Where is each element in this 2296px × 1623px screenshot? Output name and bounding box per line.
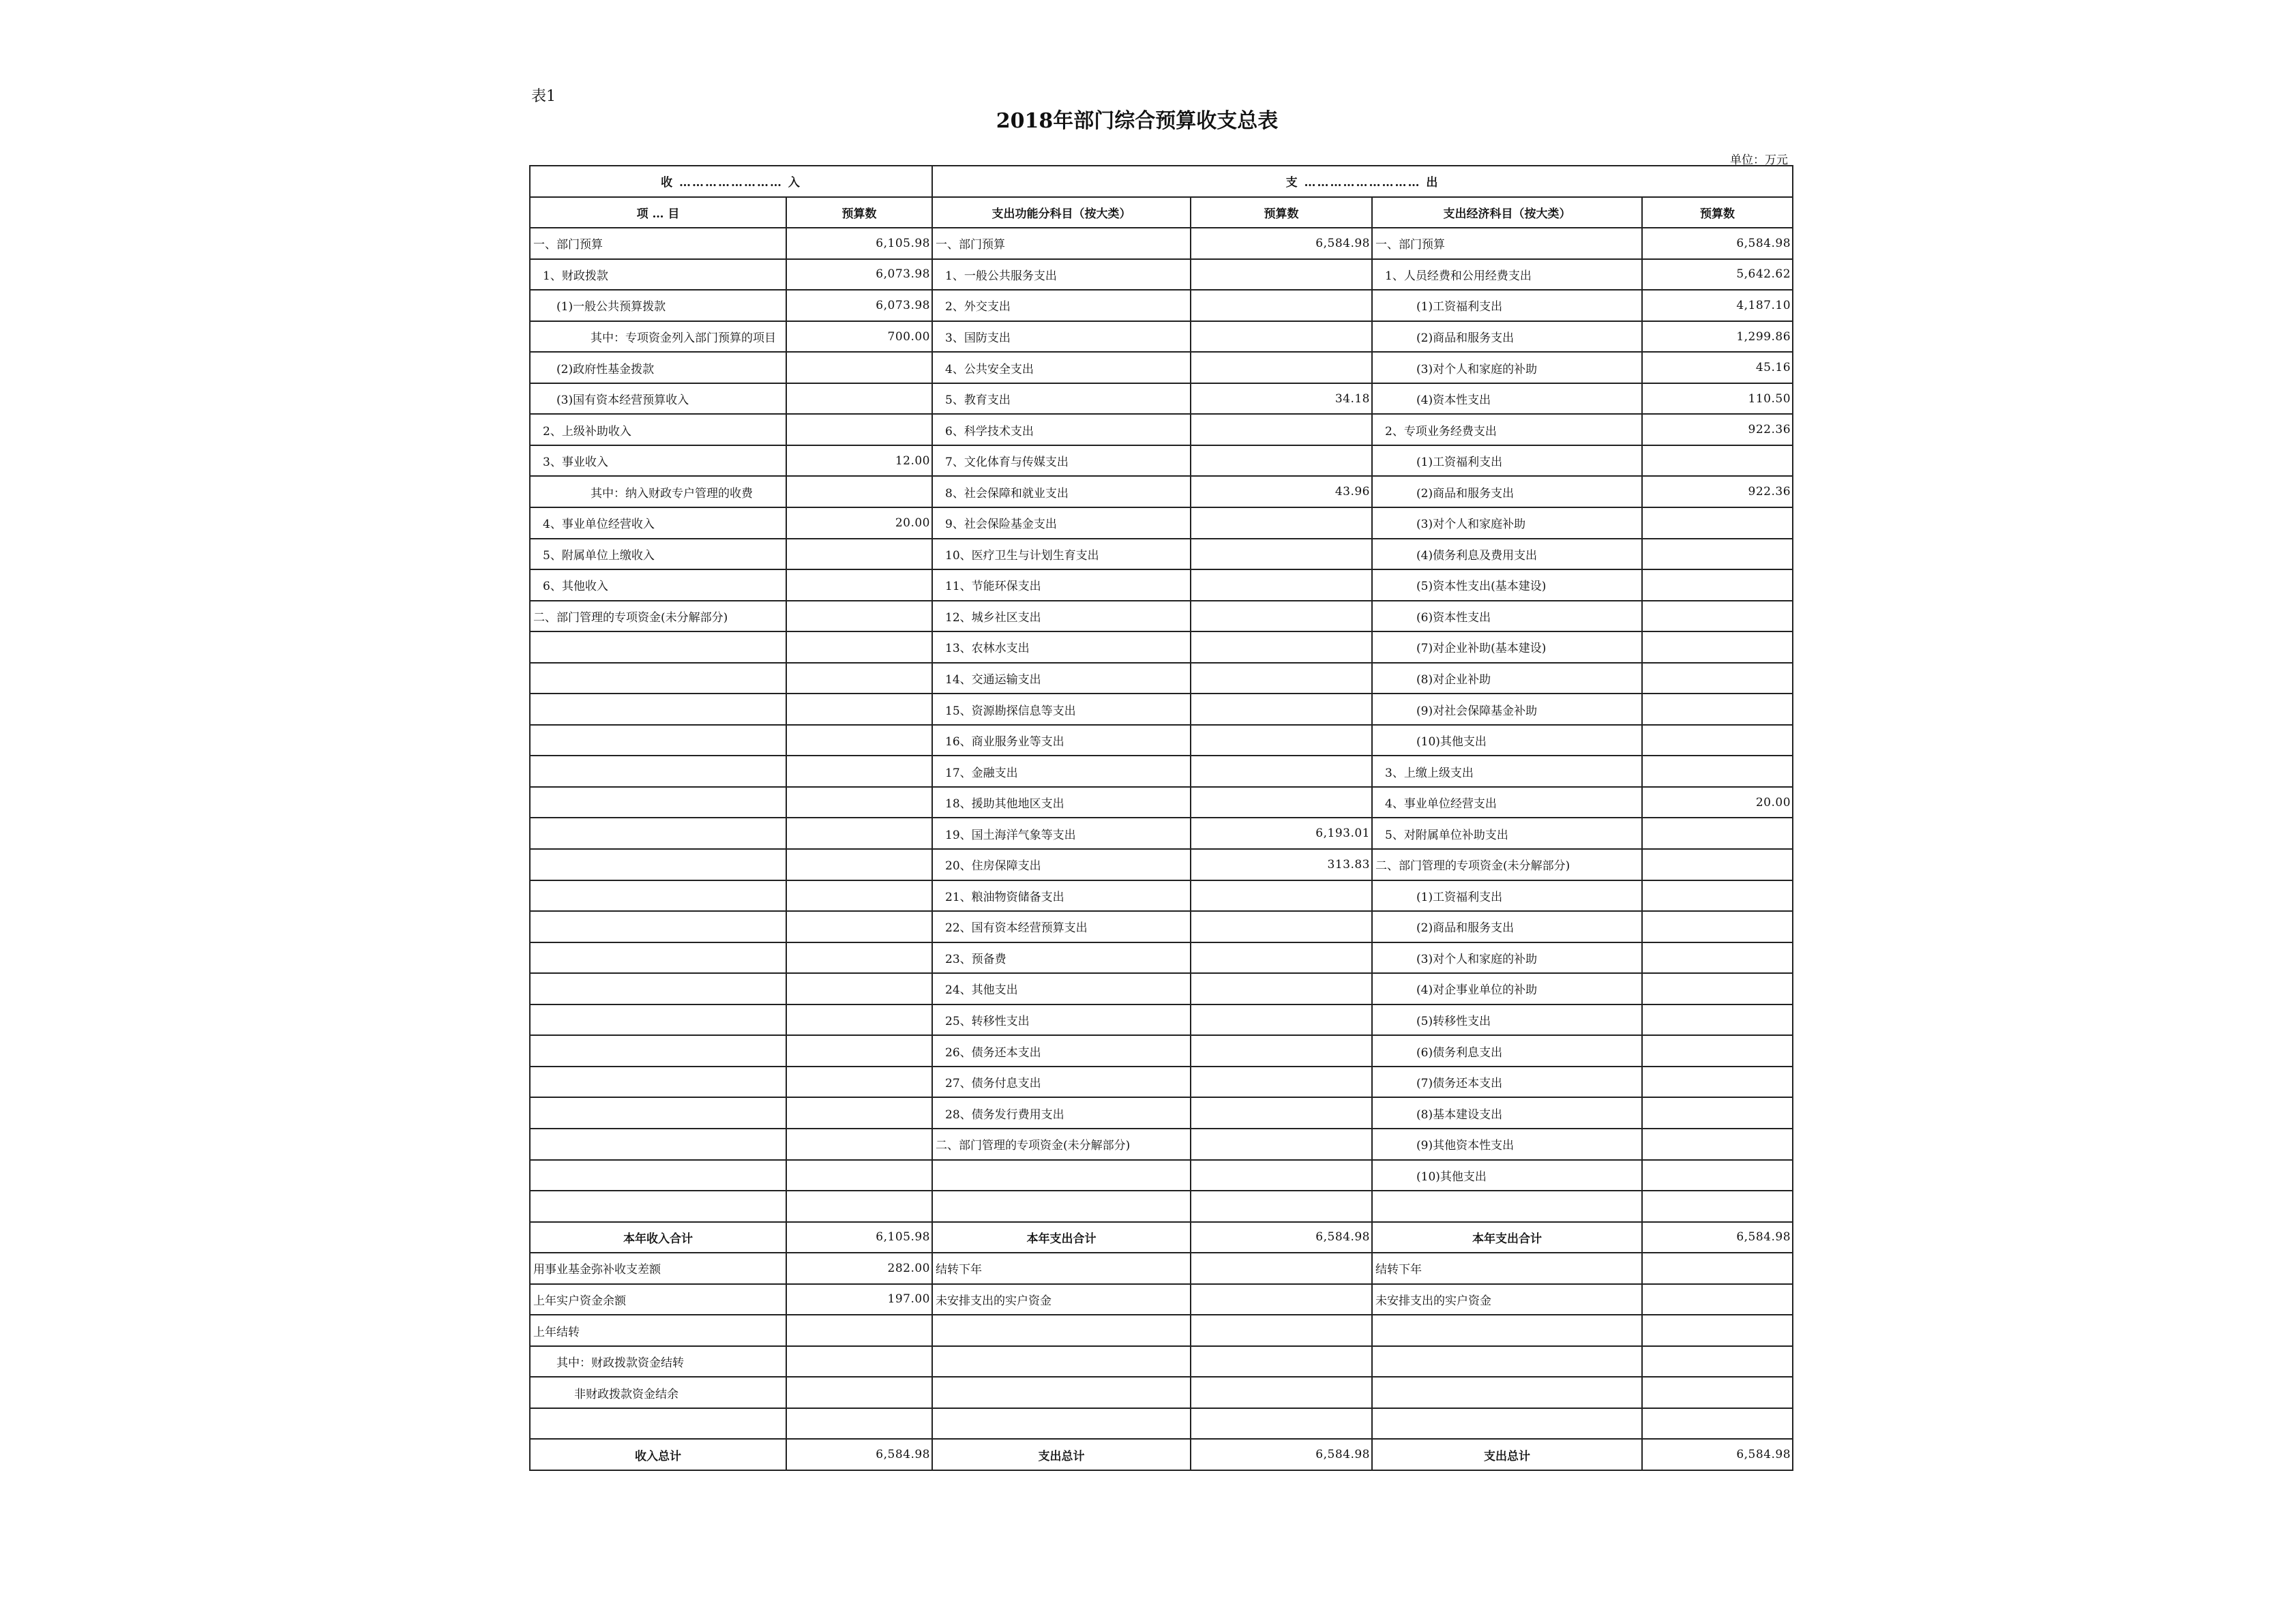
income-section-header: 收 …………………… 入 — [530, 166, 932, 197]
economic-item-cell: (4)债务利息及费用支出 — [1372, 539, 1642, 570]
functional-amount-cell — [1191, 569, 1372, 601]
economic-amount-cell — [1642, 756, 1793, 787]
functional-item-cell: 4、公共安全支出 — [932, 352, 1191, 383]
functional-amount-cell — [1191, 414, 1372, 445]
functional-item-cell: 19、国土海洋气象等支出 — [932, 818, 1191, 849]
functional-item-cell — [932, 1346, 1191, 1378]
table-row — [530, 259, 1793, 291]
functional-amount-cell: 6,584.98 — [1191, 228, 1372, 259]
income-item-cell — [530, 694, 786, 725]
functional-amount-cell — [1191, 756, 1372, 787]
economic-item-cell: (9)其他资本性支出 — [1372, 1129, 1642, 1160]
functional-amount-cell — [1191, 942, 1372, 974]
income-amount-cell — [786, 601, 932, 632]
functional-amount-cell — [1191, 1253, 1372, 1284]
economic-item-cell: 2、专项业务经费支出 — [1372, 414, 1642, 445]
income-item-cell: 一、部门预算 — [530, 228, 786, 259]
table-row — [530, 321, 1793, 353]
functional-item-cell: 21、粮油物资储备支出 — [932, 880, 1191, 912]
income-item-cell — [530, 1097, 786, 1129]
income-amount-cell — [786, 569, 932, 601]
income-amount-cell: 197.00 — [786, 1284, 932, 1315]
income-item-cell: 上年结转 — [530, 1315, 786, 1346]
income-amount-cell — [786, 849, 932, 880]
table-row — [530, 228, 1793, 259]
economic-amount-cell — [1642, 818, 1793, 849]
economic-amount-cell — [1642, 507, 1793, 539]
income-item-cell: 上年实户资金余额 — [530, 1284, 786, 1315]
income-item-cell — [530, 756, 786, 787]
income-item-cell: 其中：纳入财政专户管理的收费 — [530, 476, 786, 507]
economic-item-cell: (8)对企业补助 — [1372, 663, 1642, 694]
page-title: 2018年部门综合预算收支总表 — [996, 109, 1279, 133]
income-amount-cell — [786, 1067, 932, 1098]
functional-amount-cell — [1191, 1067, 1372, 1098]
income-item-cell — [530, 818, 786, 849]
table-row — [530, 383, 1793, 415]
income-item-cell — [530, 725, 786, 756]
economic-item-cell: (9)对社会保障基金补助 — [1372, 694, 1642, 725]
table-number: 表1 — [531, 88, 556, 105]
table-row — [530, 1315, 1793, 1346]
economic-item-cell: 1、人员经费和公用经费支出 — [1372, 259, 1642, 291]
table-row — [530, 1377, 1793, 1408]
functional-item-cell: 28、债务发行费用支出 — [932, 1097, 1191, 1129]
column-header-row — [530, 197, 1793, 228]
income-item-cell: (3)国有资本经营预算收入 — [530, 383, 786, 415]
table-row — [530, 1408, 1793, 1440]
income-item-cell — [530, 1067, 786, 1098]
item-column-header: 项 … 目 — [530, 197, 786, 228]
functional-amount-cell — [1191, 631, 1372, 663]
economic-amount-cell — [1642, 880, 1793, 912]
economic-item-cell — [1372, 1377, 1642, 1408]
table-row — [530, 1004, 1793, 1036]
functional-item-cell: 25、转移性支出 — [932, 1004, 1191, 1036]
income-amount-cell: 6,105.98 — [786, 1222, 932, 1253]
economic-amount-cell — [1642, 694, 1793, 725]
economic-item-cell: 二、部门管理的专项资金(未分解部分) — [1372, 849, 1642, 880]
economic-amount-cell: 922.36 — [1642, 414, 1793, 445]
income-amount-cell — [786, 818, 932, 849]
economic-amount-cell — [1642, 1377, 1793, 1408]
table-row — [530, 1346, 1793, 1378]
functional-item-cell: 16、商业服务业等支出 — [932, 725, 1191, 756]
income-amount-cell — [786, 973, 932, 1004]
economic-amount-cell: 6,584.98 — [1642, 1222, 1793, 1253]
economic-item-cell: (10)其他支出 — [1372, 1160, 1642, 1191]
functional-amount-cell — [1191, 880, 1372, 912]
income-amount-cell — [786, 1097, 932, 1129]
table-row — [530, 1253, 1793, 1284]
economic-amount-cell: 5,642.62 — [1642, 259, 1793, 291]
economic-amount-cell — [1642, 911, 1793, 942]
functional-item-cell: 8、社会保障和就业支出 — [932, 476, 1191, 507]
income-item-cell: 收入总计 — [530, 1439, 786, 1470]
economic-item-cell: 5、对附属单位补助支出 — [1372, 818, 1642, 849]
income-item-cell: 二、部门管理的专项资金(未分解部分) — [530, 601, 786, 632]
functional-item-cell: 本年支出合计 — [932, 1222, 1191, 1253]
functional-budget-column-header: 预算数 — [1191, 197, 1372, 228]
functional-item-cell: 5、教育支出 — [932, 383, 1191, 415]
income-amount-cell — [786, 880, 932, 912]
functional-item-cell: 14、交通运输支出 — [932, 663, 1191, 694]
income-amount-cell — [786, 476, 932, 507]
economic-amount-cell — [1642, 942, 1793, 974]
economic-amount-cell: 922.36 — [1642, 476, 1793, 507]
income-item-cell — [530, 787, 786, 818]
functional-item-cell: 一、部门预算 — [932, 228, 1191, 259]
functional-amount-cell: 313.83 — [1191, 849, 1372, 880]
functional-item-cell: 24、其他支出 — [932, 973, 1191, 1004]
functional-amount-cell — [1191, 1284, 1372, 1315]
economic-item-cell: 4、事业单位经营支出 — [1372, 787, 1642, 818]
economic-item-cell — [1372, 1315, 1642, 1346]
functional-item-cell: 27、债务付息支出 — [932, 1067, 1191, 1098]
income-amount-cell: 700.00 — [786, 321, 932, 353]
functional-item-cell: 2、外交支出 — [932, 290, 1191, 321]
functional-amount-cell — [1191, 290, 1372, 321]
table-row — [530, 694, 1793, 725]
income-amount-cell: 6,073.98 — [786, 259, 932, 291]
economic-item-cell: (8)基本建设支出 — [1372, 1097, 1642, 1129]
income-item-cell: (1)一般公共预算拨款 — [530, 290, 786, 321]
functional-item-cell: 3、国防支出 — [932, 321, 1191, 353]
income-item-cell: (2)政府性基金拨款 — [530, 352, 786, 383]
functional-amount-cell — [1191, 725, 1372, 756]
income-amount-cell — [786, 352, 932, 383]
income-item-cell — [530, 1160, 786, 1191]
income-amount-cell — [786, 1160, 932, 1191]
income-amount-cell: 6,073.98 — [786, 290, 932, 321]
functional-amount-cell — [1191, 1097, 1372, 1129]
functional-amount-cell — [1191, 601, 1372, 632]
table-row — [530, 1160, 1793, 1191]
economic-category-column-header: 支出经济科目（按大类） — [1372, 197, 1642, 228]
functional-item-cell: 1、一般公共服务支出 — [932, 259, 1191, 291]
economic-amount-cell — [1642, 973, 1793, 1004]
income-item-cell: 6、其他收入 — [530, 569, 786, 601]
economic-item-cell: (3)对个人和家庭补助 — [1372, 507, 1642, 539]
income-item-cell: 其中：财政拨款资金结转 — [530, 1346, 786, 1378]
table-row — [530, 290, 1793, 321]
income-amount-cell — [786, 1408, 932, 1440]
functional-item-cell: 12、城乡社区支出 — [932, 601, 1191, 632]
economic-item-cell: 未安排支出的实户资金 — [1372, 1284, 1642, 1315]
functional-amount-cell: 6,584.98 — [1191, 1222, 1372, 1253]
functional-item-cell: 13、农林水支出 — [932, 631, 1191, 663]
table-row — [530, 1129, 1793, 1160]
economic-item-cell: 一、部门预算 — [1372, 228, 1642, 259]
functional-amount-cell — [1191, 321, 1372, 353]
economic-item-cell: 本年支出合计 — [1372, 1222, 1642, 1253]
functional-item-cell: 11、节能环保支出 — [932, 569, 1191, 601]
economic-item-cell: 支出总计 — [1372, 1439, 1642, 1470]
table-row — [530, 601, 1793, 632]
economic-item-cell — [1372, 1408, 1642, 1440]
economic-item-cell: (1)工资福利支出 — [1372, 880, 1642, 912]
section-header-row — [530, 166, 1793, 197]
income-item-cell: 本年收入合计 — [530, 1222, 786, 1253]
table-row — [530, 476, 1793, 507]
table-row — [530, 787, 1793, 818]
functional-item-cell — [932, 1408, 1191, 1440]
income-amount-cell — [786, 1004, 932, 1036]
economic-item-cell: (4)对企事业单位的补助 — [1372, 973, 1642, 1004]
income-amount-cell: 6,584.98 — [786, 1439, 932, 1470]
economic-amount-cell — [1642, 1129, 1793, 1160]
income-item-cell: 其中：专项资金列入部门预算的项目 — [530, 321, 786, 353]
economic-item-cell: (2)商品和服务支出 — [1372, 911, 1642, 942]
economic-amount-cell — [1642, 1408, 1793, 1440]
income-item-cell — [530, 942, 786, 974]
income-item-cell: 用事业基金弥补收支差额 — [530, 1253, 786, 1284]
income-amount-cell — [786, 539, 932, 570]
economic-amount-cell — [1642, 569, 1793, 601]
functional-amount-cell — [1191, 1346, 1372, 1378]
table-row — [530, 663, 1793, 694]
functional-item-cell: 结转下年 — [932, 1253, 1191, 1284]
income-item-cell: 4、事业单位经营收入 — [530, 507, 786, 539]
income-item-cell: 2、上级补助收入 — [530, 414, 786, 445]
economic-item-cell: (3)对个人和家庭的补助 — [1372, 942, 1642, 974]
table-row — [530, 539, 1793, 570]
income-amount-cell: 6,105.98 — [786, 228, 932, 259]
functional-item-cell — [932, 1160, 1191, 1191]
income-item-cell — [530, 1408, 786, 1440]
income-item-cell — [530, 880, 786, 912]
economic-amount-cell: 4,187.10 — [1642, 290, 1793, 321]
functional-amount-cell — [1191, 1035, 1372, 1067]
income-amount-cell — [786, 1315, 932, 1346]
economic-item-cell: (7)债务还本支出 — [1372, 1067, 1642, 1098]
income-budget-column-header: 预算数 — [786, 197, 932, 228]
economic-amount-cell — [1642, 1160, 1793, 1191]
economic-item-cell: (7)对企业补助(基本建设) — [1372, 631, 1642, 663]
economic-item-cell: (5)转移性支出 — [1372, 1004, 1642, 1036]
income-amount-cell — [786, 1129, 932, 1160]
functional-item-cell — [932, 1377, 1191, 1408]
income-amount-cell — [786, 1191, 932, 1222]
income-amount-cell — [786, 787, 932, 818]
functional-amount-cell — [1191, 973, 1372, 1004]
economic-amount-cell: 6,584.98 — [1642, 228, 1793, 259]
functional-amount-cell — [1191, 539, 1372, 570]
table-row — [530, 880, 1793, 912]
income-amount-cell — [786, 756, 932, 787]
income-amount-cell: 20.00 — [786, 507, 932, 539]
income-item-cell — [530, 663, 786, 694]
economic-item-cell: (3)对个人和家庭的补助 — [1372, 352, 1642, 383]
income-amount-cell — [786, 725, 932, 756]
income-amount-cell: 282.00 — [786, 1253, 932, 1284]
table-row — [530, 352, 1793, 383]
functional-amount-cell: 34.18 — [1191, 383, 1372, 415]
table-row — [530, 818, 1793, 849]
economic-item-cell: (6)资本性支出 — [1372, 601, 1642, 632]
table-row — [530, 1222, 1793, 1253]
functional-item-cell: 未安排支出的实户资金 — [932, 1284, 1191, 1315]
economic-item-cell: 结转下年 — [1372, 1253, 1642, 1284]
economic-item-cell — [1372, 1191, 1642, 1222]
income-item-cell: 1、财政拨款 — [530, 259, 786, 291]
functional-amount-cell: 6,193.01 — [1191, 818, 1372, 849]
income-item-cell — [530, 1191, 786, 1222]
functional-amount-cell — [1191, 694, 1372, 725]
functional-amount-cell — [1191, 1377, 1372, 1408]
functional-amount-cell — [1191, 445, 1372, 477]
functional-amount-cell — [1191, 507, 1372, 539]
table-row — [530, 1284, 1793, 1315]
functional-item-cell: 6、科学技术支出 — [932, 414, 1191, 445]
functional-amount-cell — [1191, 1315, 1372, 1346]
economic-item-cell: 3、上缴上级支出 — [1372, 756, 1642, 787]
economic-amount-cell: 110.50 — [1642, 383, 1793, 415]
income-item-cell — [530, 849, 786, 880]
economic-amount-cell — [1642, 663, 1793, 694]
functional-item-cell — [932, 1191, 1191, 1222]
economic-amount-cell — [1642, 1097, 1793, 1129]
economic-item-cell: (5)资本性支出(基本建设) — [1372, 569, 1642, 601]
table-row — [530, 507, 1793, 539]
table-row — [530, 1191, 1793, 1222]
table-row — [530, 1439, 1793, 1470]
functional-amount-cell — [1191, 1129, 1372, 1160]
functional-amount-cell — [1191, 1160, 1372, 1191]
economic-amount-cell — [1642, 1315, 1793, 1346]
unit-label: 单位：万元 — [1730, 153, 1788, 167]
economic-amount-cell: 6,584.98 — [1642, 1439, 1793, 1470]
table-row — [530, 414, 1793, 445]
economic-amount-cell: 20.00 — [1642, 787, 1793, 818]
economic-amount-cell — [1642, 725, 1793, 756]
budget-summary-table — [529, 165, 1793, 1471]
economic-item-cell — [1372, 1346, 1642, 1378]
income-amount-cell — [786, 414, 932, 445]
economic-item-cell: (1)工资福利支出 — [1372, 290, 1642, 321]
functional-amount-cell — [1191, 259, 1372, 291]
income-item-cell: 5、附属单位上缴收入 — [530, 539, 786, 570]
economic-amount-cell — [1642, 1346, 1793, 1378]
economic-item-cell: (1)工资福利支出 — [1372, 445, 1642, 477]
functional-item-cell: 支出总计 — [932, 1439, 1191, 1470]
functional-amount-cell — [1191, 1191, 1372, 1222]
functional-item-cell: 26、债务还本支出 — [932, 1035, 1191, 1067]
economic-amount-cell — [1642, 1253, 1793, 1284]
functional-item-cell: 二、部门管理的专项资金(未分解部分) — [932, 1129, 1191, 1160]
economic-amount-cell — [1642, 1191, 1793, 1222]
economic-item-cell: (10)其他支出 — [1372, 725, 1642, 756]
functional-item-cell: 17、金融支出 — [932, 756, 1191, 787]
functional-item-cell: 18、援助其他地区支出 — [932, 787, 1191, 818]
economic-item-cell: (4)资本性支出 — [1372, 383, 1642, 415]
economic-amount-cell — [1642, 849, 1793, 880]
table-row — [530, 1097, 1793, 1129]
table-row — [530, 569, 1793, 601]
functional-amount-cell — [1191, 1004, 1372, 1036]
economic-amount-cell: 1,299.86 — [1642, 321, 1793, 353]
functional-amount-cell: 43.96 — [1191, 476, 1372, 507]
income-amount-cell: 12.00 — [786, 445, 932, 477]
income-amount-cell — [786, 942, 932, 974]
functional-item-cell: 23、预备费 — [932, 942, 1191, 974]
functional-amount-cell — [1191, 1408, 1372, 1440]
income-item-cell: 3、事业收入 — [530, 445, 786, 477]
functional-item-cell: 9、社会保险基金支出 — [932, 507, 1191, 539]
income-item-cell — [530, 631, 786, 663]
functional-amount-cell: 6,584.98 — [1191, 1439, 1372, 1470]
economic-item-cell: (2)商品和服务支出 — [1372, 321, 1642, 353]
table-row — [530, 911, 1793, 942]
functional-category-column-header: 支出功能分科目（按大类） — [932, 197, 1191, 228]
income-amount-cell — [786, 631, 932, 663]
table-row — [530, 973, 1793, 1004]
income-item-cell — [530, 1004, 786, 1036]
table-row — [530, 942, 1793, 974]
income-amount-cell — [786, 1035, 932, 1067]
table-row — [530, 445, 1793, 477]
functional-amount-cell — [1191, 787, 1372, 818]
income-item-cell — [530, 973, 786, 1004]
income-amount-cell — [786, 1346, 932, 1378]
economic-amount-cell — [1642, 539, 1793, 570]
income-amount-cell — [786, 911, 932, 942]
economic-amount-cell — [1642, 601, 1793, 632]
economic-budget-column-header: 预算数 — [1642, 197, 1793, 228]
table-row — [530, 631, 1793, 663]
table-row — [530, 756, 1793, 787]
income-amount-cell — [786, 694, 932, 725]
economic-amount-cell — [1642, 631, 1793, 663]
income-amount-cell — [786, 1377, 932, 1408]
functional-item-cell: 15、资源勘探信息等支出 — [932, 694, 1191, 725]
functional-item-cell: 20、住房保障支出 — [932, 849, 1191, 880]
economic-amount-cell — [1642, 1035, 1793, 1067]
functional-amount-cell — [1191, 352, 1372, 383]
economic-item-cell: (2)商品和服务支出 — [1372, 476, 1642, 507]
functional-item-cell: 7、文化体育与传媒支出 — [932, 445, 1191, 477]
economic-amount-cell — [1642, 445, 1793, 477]
functional-amount-cell — [1191, 911, 1372, 942]
table-row — [530, 725, 1793, 756]
income-amount-cell — [786, 383, 932, 415]
income-item-cell — [530, 1035, 786, 1067]
income-item-cell — [530, 911, 786, 942]
economic-item-cell: (6)债务利息支出 — [1372, 1035, 1642, 1067]
functional-item-cell: 22、国有资本经营预算支出 — [932, 911, 1191, 942]
table-row — [530, 1035, 1793, 1067]
income-item-cell: 非财政拨款资金结余 — [530, 1377, 786, 1408]
economic-amount-cell — [1642, 1067, 1793, 1098]
expense-section-header: 支 ……………………… 出 — [932, 166, 1793, 197]
functional-amount-cell — [1191, 663, 1372, 694]
income-item-cell — [530, 1129, 786, 1160]
economic-amount-cell: 45.16 — [1642, 352, 1793, 383]
table-row — [530, 1067, 1793, 1098]
economic-amount-cell — [1642, 1004, 1793, 1036]
economic-amount-cell — [1642, 1284, 1793, 1315]
income-amount-cell — [786, 663, 932, 694]
functional-item-cell: 10、医疗卫生与计划生育支出 — [932, 539, 1191, 570]
table-row — [530, 849, 1793, 880]
functional-item-cell — [932, 1315, 1191, 1346]
